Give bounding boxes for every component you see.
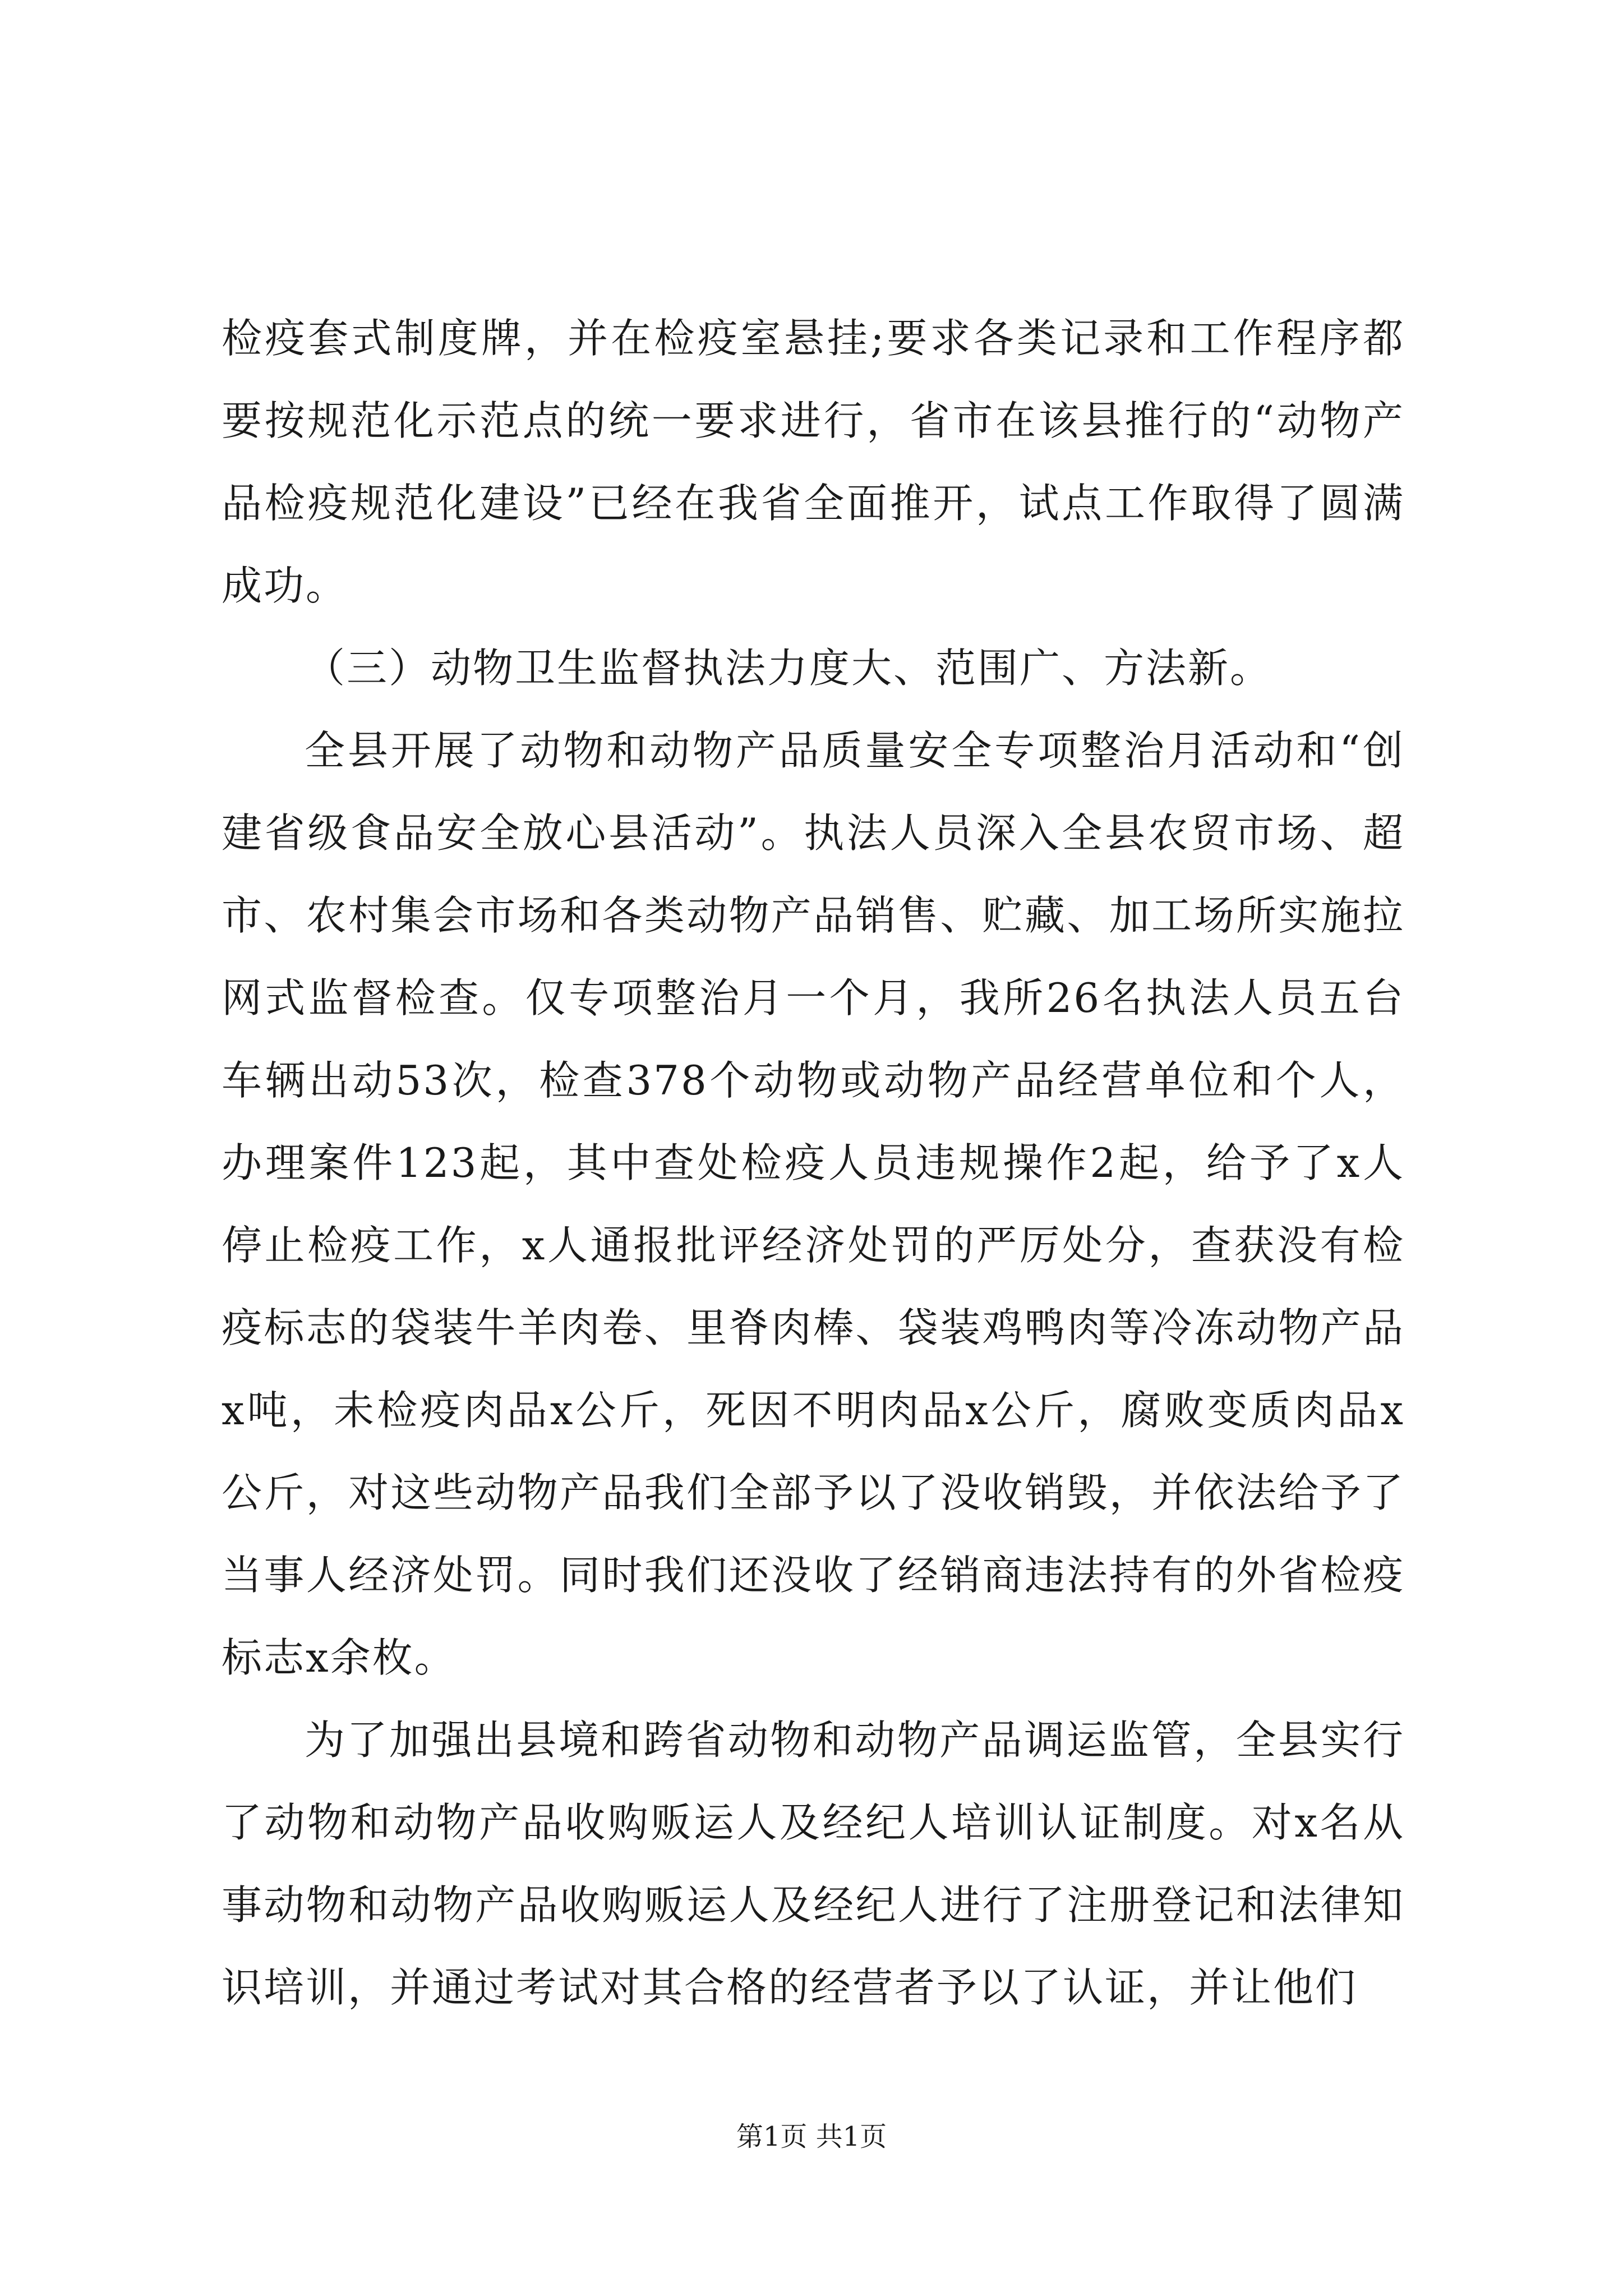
page-footer: 第1页 共1页 <box>736 2121 887 2152</box>
body-text <box>222 297 1405 2029</box>
section-heading: （三）动物卫生监督执法力度大、范围广、方法新。 <box>305 645 1272 692</box>
paragraph-continuation: 检疫套式制度牌，并在检疫室悬挂;要求各类记录和工作程序都要按规范化示范点的统一要求进行，省市在该县推行的“动物产品检疫规范化建设”已经在我省全面推开，试点工作取得了圆满成功。 <box>222 315 1405 609</box>
paragraph-transport-supervision: 为了加强出县境和跨省动物和动物产品调运监管，全县实行了动物和动物产品收购贩运人及经纪人培训认证制度。对x名从事动物和动物产品收购贩运人及经纪人进行了注册登记和法律知识培训，并通过考试对其合格的经营者予以了认证，并让他们 <box>222 1717 1405 2011</box>
paragraph-enforcement: 全县开展了动物和动物产品质量安全专项整治月活动和“创建省级食品安全放心县活动”。执法人员深入全县农贸市场、超市、农村集会市场和各类动物产品销售、贮藏、加工场所实施拉网式监督检查。仅专项整治月一个月，我所26名执法人员五台车辆出动53次，检查378个动物或动物产品经营单位和个人，办理案件123起，其中查处检疫人员违规操作2起，给予了x人停止检疫工作，x人通报批评经济处罚的严厉处分，查获没有检疫标志的袋装牛羊肉卷、里脊肉棒、袋装鸡鸭肉等冷冻动物产品x吨，未检疫肉品x公斤，死因不明肉品x公斤，腐败变质肉品x公斤，对这些动物产品我们全部予以了没收销毁，并依法给予了当事人经济处罚。同时我们还没收了经销商违法持有的外省检疫标志x余枚。 <box>222 727 1405 1681</box>
